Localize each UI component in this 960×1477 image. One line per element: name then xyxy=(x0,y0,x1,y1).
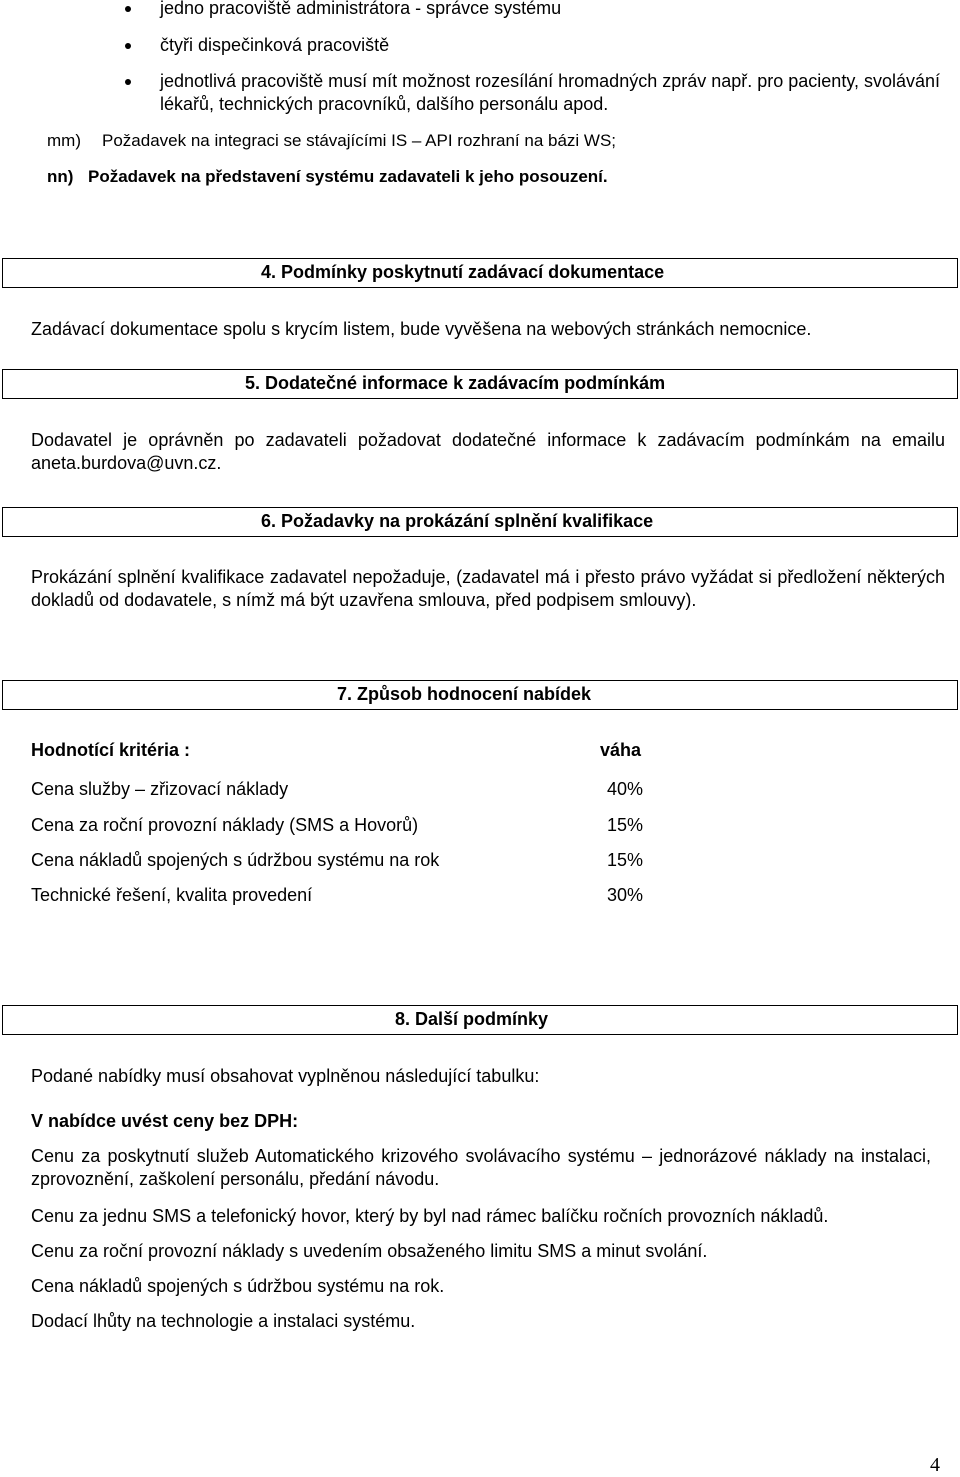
section-8-line: Cena nákladů spojených s údržbou systému na rok. xyxy=(31,1276,445,1296)
item-nn-text: Požadavek na představení systému zadavateli k jeho posouzení. xyxy=(88,167,608,186)
section-5-text: Dodavatel je oprávněn po zadavateli požadovat dodatečné informace k zadávacím podmínkám na emailu aneta.burdova@uvn.cz. xyxy=(31,430,945,473)
section-8-line: Cenu za jednu SMS a telefonický hovor, který by byl nad rámec balíčku ročních provozních nákladů. xyxy=(31,1206,829,1226)
criteria-name: Cena nákladů spojených s údržbou systému na rok xyxy=(31,850,440,870)
bullet-icon xyxy=(125,79,131,85)
criteria-label: Hodnotící kritéria : xyxy=(31,740,191,760)
section-6-heading-box xyxy=(2,507,958,537)
section-8-line: Cenu za roční provozní náklady s uvedením obsaženého limitu SMS a minut svolání. xyxy=(31,1241,708,1261)
item-nn-label: nn) xyxy=(47,167,74,186)
section-6-heading: 6. Požadavky na prokázání splnění kvalifikace xyxy=(261,511,654,531)
criteria-weight: 15% xyxy=(607,850,644,870)
criteria-name: Cena za roční provozní náklady (SMS a Hovorů) xyxy=(31,815,419,835)
section-4-heading-box xyxy=(2,258,958,288)
section-8-heading-box xyxy=(2,1005,958,1035)
criteria-name: Cena služby – zřizovací náklady xyxy=(31,779,289,799)
section-8-line: Cenu za poskytnutí služeb Automatického krizového svolávacího systému – jednorázové náklady na instalaci, zprovoznění, zaškolení personálu, předání návodu. xyxy=(31,1146,931,1189)
page-number: 4 xyxy=(930,1454,940,1476)
section-7-heading-box xyxy=(2,680,958,710)
criteria-name: Technické řešení, kvalita provedení xyxy=(31,885,313,905)
criteria-weight: 30% xyxy=(607,885,644,905)
item-mm-text: Požadavek na integraci se stávajícími IS – API rozhraní na bázi WS; xyxy=(102,131,617,150)
criteria-weight: 40% xyxy=(607,779,644,799)
section-4-heading: 4. Podmínky poskytnutí zadávací dokumentace xyxy=(261,262,665,282)
section-7-heading: 7. Způsob hodnocení nabídek xyxy=(337,684,592,704)
section-4-text: Zadávací dokumentace spolu s krycím listem, bude vyvěšena na webových stránkách nemocnice. xyxy=(31,319,812,339)
bullet-item: jednotlivá pracoviště musí mít možnost rozesílání hromadných zpráv např. pro pacienty, svolávání lékařů, technických pracovníků, dalšího personálu apod. xyxy=(160,71,941,114)
weight-label: váha xyxy=(600,740,642,760)
section-8-subheading: V nabídce uvést ceny bez DPH: xyxy=(31,1111,299,1131)
bullet-icon xyxy=(125,6,131,12)
criteria-weight: 15% xyxy=(607,815,644,835)
section-5-heading-box xyxy=(2,369,958,399)
section-5-heading: 5. Dodatečné informace k zadávacím podmínkám xyxy=(245,373,666,393)
section-8-line: Dodací lhůty na technologie a instalaci systému. xyxy=(31,1311,416,1331)
section-6-text: Prokázání splnění kvalifikace zadavatel nepožaduje, (zadavatel má i přesto právo vyžádat si předložení některých dokladů od dodavatele, s nímž má být uzavřena smlouva, před podpisem smlouvy). xyxy=(31,567,945,610)
item-mm-label: mm) xyxy=(47,131,81,150)
bullet-item: jedno pracoviště administrátora - správce systému xyxy=(160,0,562,18)
bullet-item: čtyři dispečinková pracoviště xyxy=(160,35,390,55)
section-8-intro: Podané nabídky musí obsahovat vyplněnou následující tabulku: xyxy=(31,1066,540,1086)
bullet-icon xyxy=(125,43,131,49)
section-8-heading: 8. Další podmínky xyxy=(395,1009,549,1029)
